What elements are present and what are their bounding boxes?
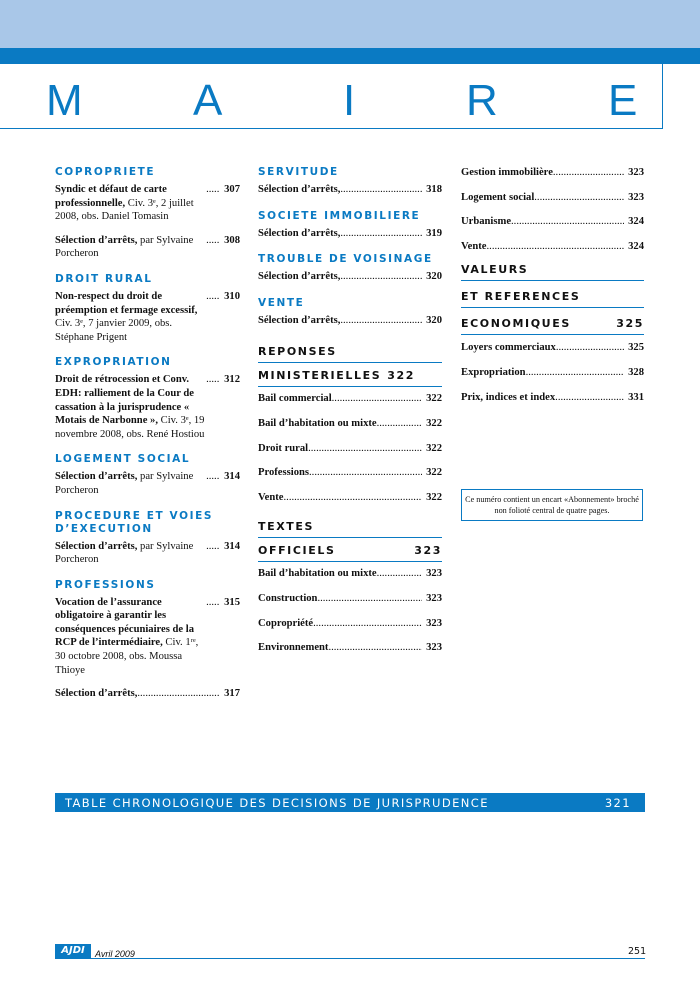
toc-entry-row (258, 183, 442, 197)
toc-entry-detail: Civ. 3ᵉ, 7 janvier 2009, obs. Stéphane Prigent (55, 318, 173, 343)
toc-entry-page: 318 (426, 184, 442, 195)
toc-item[interactable] (258, 442, 442, 456)
toc-entry-title: Sélection d’arrêts, (55, 471, 138, 483)
toc-entry[interactable] (55, 373, 240, 441)
toc-entry-detail: Civ. 3ᵉ, 19 novembre 2008, obs. René Hostiou (55, 415, 205, 440)
toc-entry-text (258, 227, 340, 241)
journal-logo: AJDI (55, 944, 91, 958)
toc-entry-page: 310 (224, 290, 240, 302)
toc-entry-page: 320 (426, 314, 442, 326)
chrono-table-link[interactable] (55, 793, 645, 812)
leader-dots (137, 687, 220, 701)
title-letter: E (608, 76, 638, 125)
toc-entry-text (55, 373, 206, 441)
toc-item-page: 322 (426, 491, 442, 503)
chrono-label: TABLE CHRONOLOGIQUE DES DECISIONS DE JURISPRUDENCE (65, 795, 489, 810)
toc-entry[interactable] (258, 314, 442, 328)
insert-notice: Ce numéro contient un encart «Abonnement» broché non folioté central de quatre pages. (461, 489, 643, 521)
toc-item-label: Vente (258, 491, 284, 503)
toc-column-3 (461, 166, 644, 404)
toc-item-page: 322 (426, 467, 442, 479)
leader-dots (313, 617, 422, 631)
toc-entry-title: Sélection d’arrêts, (258, 227, 341, 239)
toc-item-label: Gestion immobilière (461, 167, 553, 178)
toc-entry[interactable] (55, 290, 240, 344)
leader-dots (206, 290, 220, 304)
toc-item-label: Bail d’habitation ou mixte (258, 568, 377, 580)
toc-item-label: Urbanisme (461, 216, 512, 228)
section-heading: PROCEDURE ET VOIES D’EXECUTION (55, 509, 214, 535)
section-heading: SOCIETE IMMOBILIERE (258, 209, 421, 222)
toc-entry-title: Sélection d’arrêts, (258, 271, 341, 283)
leader-dots (340, 183, 422, 197)
toc-item[interactable] (258, 592, 442, 606)
leader-dots (556, 341, 624, 355)
toc-entry-text (55, 290, 206, 344)
toc-item-page: 328 (628, 366, 644, 378)
valeurs-heading-label: ECONOMIQUES (461, 317, 571, 331)
leader-dots (377, 417, 423, 431)
leader-dots (328, 641, 422, 655)
toc-entry-detail: par Sylvaine Porcheron (55, 234, 194, 260)
toc-entry-page: 312 (224, 374, 240, 386)
toc-entry-row (258, 227, 442, 241)
toc-item[interactable] (461, 240, 644, 254)
toc-entry-title: Sélection d’arrêts, (258, 314, 341, 326)
toc-entry-detail: Civ. 3ᵉ, 2 juillet 2008, obs. Daniel Tomasin (55, 197, 194, 223)
toc-item-label: Vente (461, 240, 487, 252)
textes-heading-label: OFFICIELS (258, 544, 336, 558)
section-heading: SERVITUDE (258, 166, 339, 178)
toc-entry[interactable] (55, 540, 240, 567)
toc-entry[interactable] (55, 596, 240, 678)
toc-entry-page: 320 (426, 271, 442, 283)
toc-entry-page: 315 (224, 596, 240, 608)
toc-item[interactable] (258, 392, 442, 406)
toc-entry-title: Sélection d’arrêts, (258, 184, 341, 195)
toc-item[interactable] (461, 166, 644, 180)
toc-item-page: 322 (426, 393, 442, 405)
toc-item[interactable] (258, 466, 442, 480)
toc-item[interactable] (258, 491, 442, 505)
leader-dots (377, 567, 423, 581)
toc-entry-title: Sélection d’arrêts, (55, 234, 138, 246)
toc-entry[interactable] (55, 470, 240, 497)
leader-dots (206, 234, 220, 248)
toc-entry-row (258, 314, 442, 328)
toc-item-page: 324 (628, 216, 644, 228)
section-heading: COPROPRIETE (55, 166, 156, 178)
toc-item-page: 322 (426, 442, 442, 454)
toc-item-page: 325 (628, 342, 644, 354)
toc-item-page: 331 (628, 391, 644, 403)
toc-entry-text (55, 687, 137, 701)
leader-dots (553, 166, 624, 180)
valeurs-heading-3 (461, 308, 644, 335)
reponses-heading-page: 322 (387, 369, 415, 383)
toc-entry[interactable] (55, 234, 240, 261)
toc-entry-detail: par Sylvaine Porcheron (55, 471, 194, 496)
leader-dots (487, 240, 625, 254)
toc-item-label: Expropriation (461, 366, 526, 378)
toc-item-label: Bail d’habitation ou mixte (258, 417, 377, 429)
toc-item-label: Construction (258, 592, 318, 604)
leader-dots (206, 183, 220, 197)
leader-dots (340, 270, 422, 284)
toc-entry-row (55, 596, 240, 678)
toc-entry-text (258, 183, 340, 197)
toc-entry[interactable] (258, 183, 442, 197)
chrono-page: 321 (604, 795, 631, 810)
toc-item-page: 324 (628, 240, 644, 252)
section-heading: DROIT RURAL (55, 272, 153, 285)
header-band (0, 0, 700, 48)
toc-entry-row (55, 687, 240, 701)
leader-dots (309, 466, 422, 480)
leader-dots (284, 491, 423, 505)
toc-entry-text (55, 234, 206, 261)
valeurs-heading-2: ET REFERENCES (461, 281, 644, 308)
toc-item-page: 323 (426, 592, 442, 604)
leader-dots (308, 442, 422, 456)
issue-date: Avril 2009 (95, 949, 135, 959)
toc-item[interactable] (461, 391, 644, 405)
leader-dots (340, 314, 422, 328)
toc-entry-text (258, 270, 340, 284)
leader-dots (340, 227, 422, 241)
toc-item[interactable] (258, 567, 442, 581)
section-heading: VENTE (258, 296, 305, 309)
toc-entry-page: 307 (224, 184, 240, 195)
toc-entry-text (55, 540, 206, 567)
toc-item-page: 323 (628, 167, 644, 178)
toc-item[interactable] (461, 191, 644, 205)
toc-entry-row (55, 183, 240, 224)
toc-item-label: Droit rural (258, 442, 309, 454)
leader-dots (534, 191, 624, 205)
toc-entry-title: Non-respect du droit de préemption et fermage excessif, (55, 290, 198, 316)
textes-heading-page: 323 (414, 544, 442, 558)
toc-item-label: Bail commercial (258, 393, 332, 405)
title-letter: A (193, 76, 223, 125)
toc-item[interactable] (461, 215, 644, 229)
section-heading: PROFESSIONS (55, 578, 156, 591)
toc-item-label: Environnement (258, 642, 329, 654)
toc-entry-row (55, 234, 240, 261)
reponses-heading-label: MINISTERIELLES (258, 369, 382, 383)
leader-dots (555, 391, 624, 405)
title-letter: R (466, 76, 498, 125)
toc-item[interactable] (258, 617, 442, 631)
toc-entry-row (55, 470, 240, 497)
toc-item[interactable] (258, 641, 442, 655)
leader-dots (206, 373, 220, 387)
toc-item[interactable] (258, 417, 442, 431)
toc-entry-detail: Civ. 1ʳᵉ, 30 octobre 2008, obs. Moussa Thioye (55, 637, 199, 676)
section-heading: TROUBLE DE VOISINAGE (258, 253, 433, 266)
toc-item-label: Prix, indices et index (461, 391, 556, 403)
toc-entry[interactable] (55, 183, 240, 224)
toc-entry-text (55, 470, 206, 497)
toc-item-label: Copropriété (258, 617, 314, 629)
reponses-heading: REPONSES (258, 345, 442, 363)
toc-entry-text (258, 314, 340, 328)
toc-entry-page: 317 (224, 688, 240, 700)
toc-column-1 (55, 166, 240, 701)
toc-entry-text (55, 596, 206, 678)
textes-heading-2 (258, 538, 442, 562)
toc-entry-row (55, 540, 240, 567)
toc-item[interactable] (461, 341, 644, 355)
leader-dots (526, 366, 625, 380)
footer-rule (55, 958, 645, 959)
leader-dots (206, 596, 220, 610)
page-number: 251 (628, 946, 647, 957)
section-heading: LOGEMENT SOCIAL (55, 453, 191, 466)
title-letter: M (46, 76, 83, 125)
toc-item-page: 323 (426, 617, 442, 629)
toc-entry-text (55, 183, 206, 224)
toc-entry-page: 314 (224, 540, 240, 552)
toc-entry-page: 319 (426, 227, 442, 239)
reponses-heading-2 (258, 363, 442, 387)
toc-entry[interactable] (258, 270, 442, 284)
leader-dots (511, 215, 624, 229)
toc-entry-detail: par Sylvaine Porcheron (55, 540, 194, 566)
toc-entry[interactable] (55, 687, 240, 701)
header-bar (0, 48, 700, 64)
toc-entry-title: Vocation de l’assurance obligatoire à garantir les conséquences pécuniaires de la RCP de l’intermédiaire, (55, 596, 194, 649)
leader-dots (317, 592, 422, 606)
leader-dots (332, 392, 422, 406)
toc-entry-page: 308 (224, 234, 240, 246)
title-frame (0, 64, 663, 129)
toc-item-page: 323 (426, 642, 442, 654)
leader-dots (206, 470, 220, 484)
toc-item-label: Loyers commerciaux (461, 342, 556, 354)
toc-entry-page: 314 (224, 471, 240, 483)
toc-item[interactable] (461, 366, 644, 380)
toc-item-label: Professions (258, 467, 310, 479)
toc-column-2 (258, 166, 442, 655)
valeurs-heading-page: 325 (616, 317, 644, 331)
toc-entry-row (55, 290, 240, 344)
toc-item-label: Logement social (461, 191, 535, 203)
toc-entry-title: Syndic et défaut de carte professionnelle, (55, 184, 167, 209)
toc-entry[interactable] (258, 227, 442, 241)
toc-item-page: 323 (426, 568, 442, 580)
valeurs-heading: VALEURS (461, 263, 644, 281)
toc-entry-title: Droit de rétrocession et Conv. EDH: ralliement de la Cour de cassation à la jurisprudence « Motais de Narbonne », (55, 374, 194, 427)
toc-item-page: 322 (426, 417, 442, 429)
textes-heading: TEXTES (258, 520, 442, 538)
leader-dots (206, 540, 220, 554)
toc-entry-row (55, 373, 240, 441)
section-heading: EXPROPRIATION (55, 356, 172, 369)
title-letter: I (343, 76, 356, 125)
toc-item-page: 323 (628, 191, 644, 203)
toc-entry-title: Sélection d’arrêts, (55, 688, 138, 700)
toc-entry-title: Sélection d’arrêts, (55, 540, 138, 552)
toc-entry-row (258, 270, 442, 284)
